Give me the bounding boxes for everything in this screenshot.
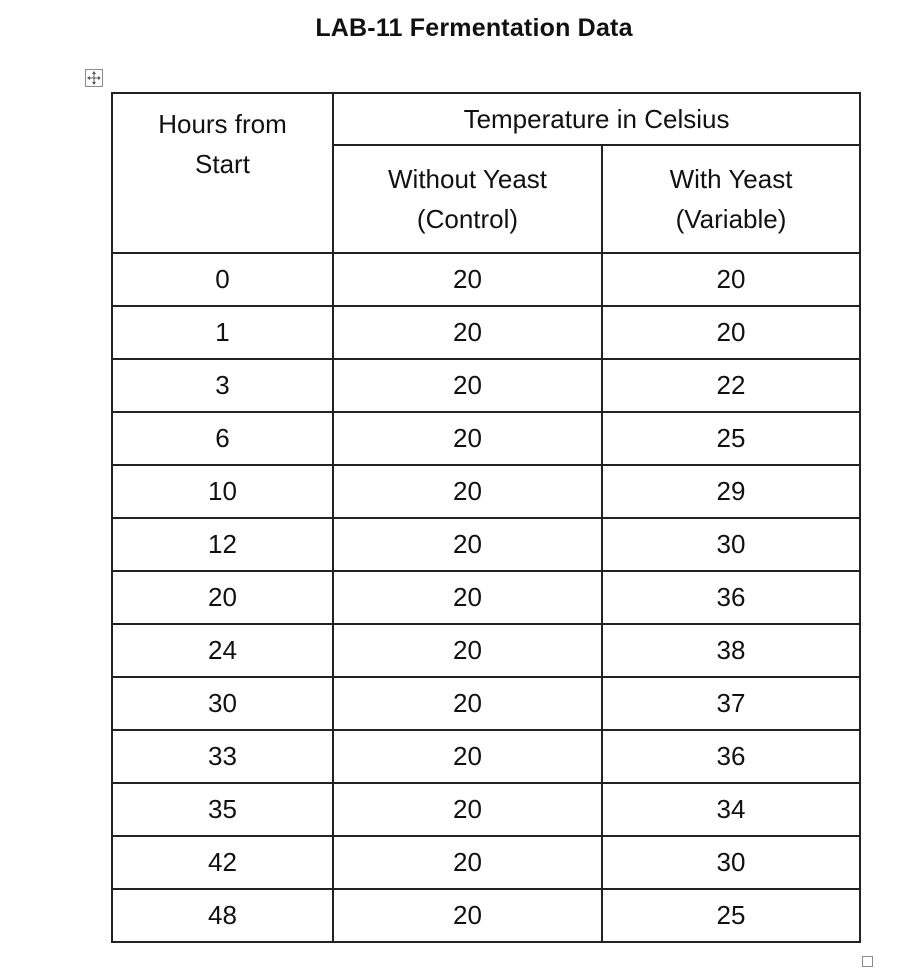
table-row <box>112 624 860 677</box>
table-row <box>112 783 860 836</box>
table-move-handle-icon[interactable] <box>85 69 103 87</box>
table-row <box>112 465 860 518</box>
table-row <box>112 412 860 465</box>
cell-variable: 20 <box>602 253 860 306</box>
table-row <box>112 253 860 306</box>
cell-variable: 20 <box>602 306 860 359</box>
header-hours-label: Hours from Start <box>158 108 287 179</box>
cell-hours: 12 <box>112 518 333 571</box>
cell-variable: 30 <box>602 836 860 889</box>
cell-variable: 36 <box>602 571 860 624</box>
table-row <box>112 730 860 783</box>
header-variable <box>602 145 860 253</box>
cell-control: 20 <box>333 359 602 412</box>
cell-variable: 34 <box>602 783 860 836</box>
cell-control: 20 <box>333 465 602 518</box>
cell-control: 20 <box>333 518 602 571</box>
cell-control: 20 <box>333 571 602 624</box>
cell-hours: 33 <box>112 730 333 783</box>
cell-control: 20 <box>333 306 602 359</box>
table-row <box>112 889 860 942</box>
cell-control: 20 <box>333 836 602 889</box>
table-resize-handle-icon[interactable] <box>862 956 873 967</box>
cell-control: 20 <box>333 677 602 730</box>
fermentation-data-table <box>111 92 861 943</box>
cell-hours: 6 <box>112 412 333 465</box>
cell-control: 20 <box>333 783 602 836</box>
cell-hours: 48 <box>112 889 333 942</box>
header-temperature-group: Temperature in Celsius <box>333 93 860 145</box>
document-title: LAB-11 Fermentation Data <box>315 14 633 42</box>
header-control-label: Without Yeast (Control) <box>388 163 547 234</box>
table-row <box>112 836 860 889</box>
table-row <box>112 306 860 359</box>
cell-hours: 24 <box>112 624 333 677</box>
cell-control: 20 <box>333 730 602 783</box>
cell-variable: 36 <box>602 730 860 783</box>
header-row-top <box>112 93 860 145</box>
cell-variable: 38 <box>602 624 860 677</box>
cell-hours: 0 <box>112 253 333 306</box>
table-row <box>112 571 860 624</box>
cell-variable: 22 <box>602 359 860 412</box>
cell-hours: 20 <box>112 571 333 624</box>
cell-variable: 25 <box>602 412 860 465</box>
cell-control: 20 <box>333 253 602 306</box>
header-hours <box>112 93 333 253</box>
cell-variable: 25 <box>602 889 860 942</box>
cell-control: 20 <box>333 889 602 942</box>
cell-variable: 29 <box>602 465 860 518</box>
table-row <box>112 359 860 412</box>
cell-hours: 42 <box>112 836 333 889</box>
cell-variable: 30 <box>602 518 860 571</box>
cell-hours: 1 <box>112 306 333 359</box>
header-variable-label: With Yeast (Variable) <box>669 163 793 234</box>
cell-variable: 37 <box>602 677 860 730</box>
table-row <box>112 677 860 730</box>
cell-hours: 35 <box>112 783 333 836</box>
table-row <box>112 518 860 571</box>
cell-hours: 10 <box>112 465 333 518</box>
cell-hours: 30 <box>112 677 333 730</box>
cell-hours: 3 <box>112 359 333 412</box>
cell-control: 20 <box>333 412 602 465</box>
cell-control: 20 <box>333 624 602 677</box>
header-control <box>333 145 602 253</box>
